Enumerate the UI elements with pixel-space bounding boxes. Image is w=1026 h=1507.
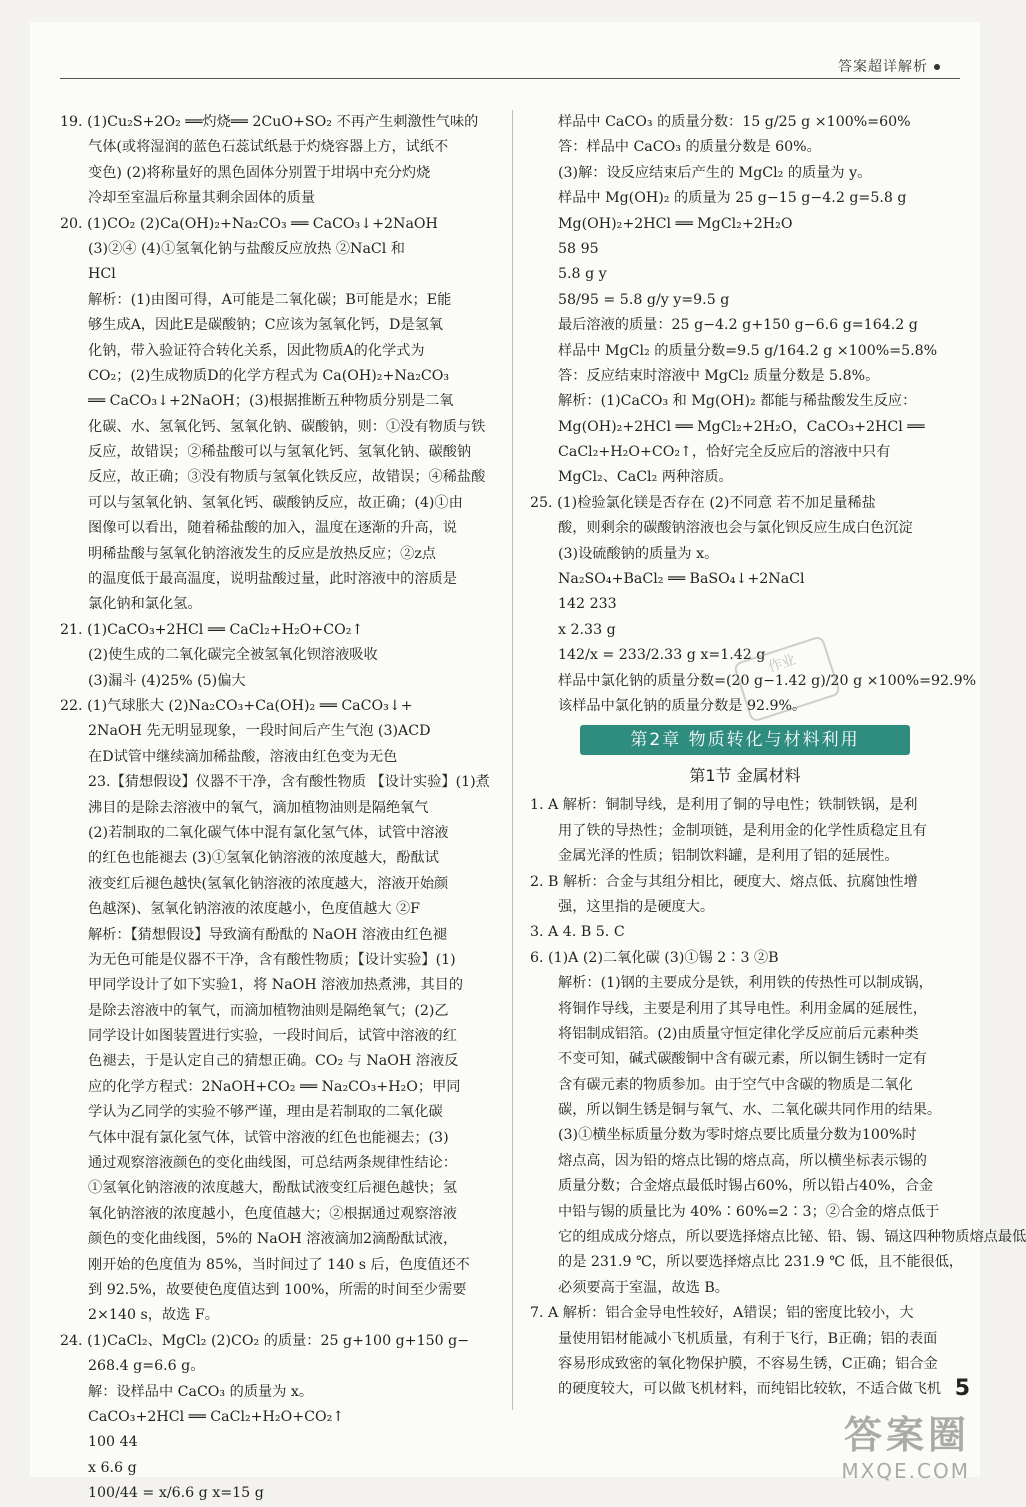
text-line: 应的化学方程式：2NaOH+CO₂ ══ Na₂CO₃+H₂O；甲同: [88, 1078, 461, 1095]
text-line: 2. B 解析：合金与其组分相比，硬度大、熔点低、抗腐蚀性增: [530, 873, 918, 890]
text-line: 冷却至室温后称量其剩余固体的质量: [88, 190, 316, 207]
text-line: 用了铁的导热性；金制项链，是利用金的化学性质稳定且有: [558, 822, 927, 839]
text-line: 含有碳元素的物质参加。由于空气中含碳的物质是二氧化: [558, 1076, 913, 1093]
text-line: 化碳、水、氢氧化钙、氢氧化钠、碳酸钠，则：①没有物质与铁: [88, 418, 486, 435]
text-line: 刚开始的色度值为 85%，当时间过了 140 s 后，色度值还不: [88, 1256, 470, 1273]
text-line: 解析：(1)CaCO₃ 和 Mg(OH)₂ 都能与稀盐酸发生反应：: [558, 393, 917, 410]
watermark: [841, 1404, 970, 1483]
text-line: CO₂；(2)生成物质D的化学方程式为 Ca(OH)₂+Na₂CO₃: [88, 367, 450, 384]
page-number: 5: [954, 1376, 970, 1401]
text-line: 图像可以看出，随着稀盐酸的加入，温度在逐渐的升高，说: [88, 520, 457, 537]
text-line: Mg(OH)₂+2HCl ══ MgCl₂+2H₂O，CaCO₃+2HCl ══: [558, 418, 925, 435]
text-line: 通过观察溶液颜色的变化曲线图，可总结两条规律性结论：: [88, 1155, 457, 1172]
text-line: (3)漏斗 (4)25% (5)偏大: [88, 672, 246, 689]
text-line: 质量分数；合金熔点最低时锡占60%，所以铅占40%，合金: [558, 1178, 934, 1195]
text-line: (3)解：设反应结束后产生的 MgCl₂ 的质量为 y。: [558, 164, 872, 181]
text-line: 液变红后褪色越快(氢氧化钠溶液的浓度越大，溶液开始颜: [88, 875, 449, 892]
header-rule: [60, 78, 960, 79]
text-line: 氧化钠溶液的浓度越小，色度值越大；②根据通过观察溶液: [88, 1205, 457, 1222]
text-line: 量使用铝材能减小飞机质量，有利于飞行，B正确；铝的表面: [558, 1330, 938, 1347]
text-line: 的温度低于最高温度，说明盐酸过量，此时溶液中的溶质是: [88, 571, 457, 588]
text-line: 100 44: [88, 1434, 138, 1451]
text-line: 碳，所以铜生锈是铜与氧气、水、二氧化碳共同作用的结果。: [558, 1102, 942, 1119]
text-line: 的是 231.9 ℃，所以要选择熔点比 231.9 ℃ 低，且不能很低，: [558, 1254, 964, 1271]
text-line: (3)①横坐标质量分数为零时熔点要比质量分数为100%时: [558, 1127, 917, 1144]
text-line: 24. (1)CaCl₂、MgCl₂ (2)CO₂ 的质量：25 g+100 g+150 g−: [60, 1332, 470, 1349]
text-line: 可以与氢氧化钠、氢氧化钙、碳酸钠反应，故正确；(4)①由: [88, 494, 463, 511]
text-line: 沸目的是除去溶液中的氧气，滴加植物油则是隔绝氧气: [88, 799, 429, 816]
text-line: 解析：【猜想假设】导致滴有酚酞的 NaOH 溶液由红色褪: [88, 926, 447, 943]
text-line: 142/x = 233/2.33 g x=1.42 g: [558, 647, 766, 664]
text-line: 到 92.5%，故要使色度值达到 100%，所需的时间至少需要: [88, 1281, 467, 1298]
running-head-text: 答案超详解析: [838, 59, 928, 75]
text-line: 甲同学设计了如下实验1，将 NaOH 溶液加热煮沸，其目的: [88, 977, 464, 994]
right-column: [530, 110, 1026, 1403]
running-head: [838, 56, 940, 76]
text-line: 1. A 解析：铜制导线，是利用了铜的导电性；铁制铁锅，是利: [530, 797, 918, 814]
text-line: 3. A 4. B 5. C: [530, 924, 625, 941]
text-line: 样品中氯化钠的质量分数=(20 g−1.42 g)/20 g ×100%=92.9%: [558, 672, 977, 689]
text-line: (3)设硫酸钠的质量为 x。: [558, 545, 719, 562]
text-line: 100/44 = x/6.6 g x=15 g: [88, 1485, 264, 1502]
text-line: 化钠，带入验证符合转化关系，因此物质A的化学式为: [88, 342, 425, 359]
text-line: (3)②④ (4)①氢氧化钠与盐酸反应放热 ②NaCl 和: [88, 240, 405, 257]
text-line: 19. (1)Cu₂S+2O₂ ══灼烧══ 2CuO+SO₂ 不再产生刺激性气味的: [60, 114, 479, 130]
text-line: 氯化钠和氯化氢。: [88, 596, 202, 613]
text-line: 的红色也能褪去 (3)①氢氧化钠溶液的浓度越大，酚酞试: [88, 850, 439, 867]
text-line: 学认为乙同学的实验不够严谨，理由是若制取的二氧化碳: [88, 1104, 443, 1121]
text-line: 它的组成成分熔点，所以要选择熔点比铋、铅、锡、镉这四种物质熔点最低: [558, 1229, 1026, 1246]
text-line: 25. (1)检验氯化镁是否存在 (2)不同意 若不加足量稀盐: [530, 494, 876, 511]
bullet-icon: [934, 64, 940, 70]
watermark-logo-text: 答案圈: [843, 1413, 970, 1457]
text-line: 7. A 解析：铝合金导电性较好，A错误；铝的密度比较小，大: [530, 1305, 914, 1322]
text-line: 强，这里指的是硬度大。: [558, 898, 715, 915]
text-line: 中铅与锡的质量比为 40%∶60%=2∶3；②合金的熔点低于: [558, 1203, 940, 1220]
text-line: 20. (1)CO₂ (2)Ca(OH)₂+Na₂CO₃ ══ CaCO₃↓+2NaOH: [60, 215, 438, 232]
text-line: 答：样品中 CaCO₃ 的质量分数是 60%。: [558, 139, 821, 156]
text-line: 酸，则剩余的碳酸钠溶液也会与氯化钡反应生成白色沉淀: [558, 520, 913, 537]
text-line: 金属光泽的性质；铝制饮料罐，是利用了铝的延展性。: [558, 848, 899, 865]
text-line: 色褪去，于是认定自己的猜想正确。CO₂ 与 NaOH 溶液反: [88, 1053, 459, 1070]
text-line: 气体(或将湿润的蓝色石蕊试纸悬于灼烧容器上方，试纸不: [88, 139, 449, 156]
text-line: 23.【猜想假设】仪器不干净，含有酸性物质 【设计实验】(1)煮: [88, 774, 490, 791]
text-line: 21. (1)CaCO₃+2HCl ══ CaCl₂+H₂O+CO₂↑: [60, 621, 364, 638]
left-column: [60, 110, 500, 1506]
text-line: 不变可知，碱式碳酸铜中含有碳元素，所以铜生锈时一定有: [558, 1051, 927, 1068]
section-title: 第1节 金属材料: [689, 766, 801, 786]
text-line: 容易形成致密的氧化物保护膜，不容易生锈，C正确；铝合金: [558, 1355, 938, 1372]
text-line: 6. (1)A (2)二氧化碳 (3)①锡 2∶3 ②B: [530, 949, 779, 966]
text-line: 为无色可能是仪器不干净，含有酸性物质；【设计实验】(1): [88, 951, 456, 968]
text-line: 反应，故正确；③没有物质与氢氧化铁反应，故错误；④稀盐酸: [88, 469, 486, 486]
text-line: 样品中 CaCO₃ 的质量分数：15 g/25 g ×100%=60%: [558, 114, 911, 130]
right-answers-after-chapter: [530, 793, 1026, 1402]
text-line: 反应，故错误；②稀盐酸可以与氢氧化钙、氢氧化钠、碳酸钠: [88, 444, 472, 461]
text-line: 最后溶液的质量：25 g−4.2 g+150 g−6.6 g=164.2 g: [558, 317, 918, 334]
text-line: 的硬度较大，可以做飞机材料，而纯铝比较软，不适合做飞机: [558, 1381, 942, 1398]
text-line: 22. (1)气球胀大 (2)Na₂CO₃+Ca(OH)₂ ══ CaCO₃↓+: [60, 697, 413, 714]
text-line: 268.4 g=6.6 g。: [88, 1358, 205, 1375]
text-line: 样品中 Mg(OH)₂ 的质量为 25 g−15 g−4.2 g=5.8 g: [558, 190, 907, 207]
text-line: 色越深)、氢氧化钠溶液的浓度越小，色度值越大 ②F: [88, 901, 421, 918]
text-line: 58/95 = 5.8 g/y y=9.5 g: [558, 291, 730, 308]
stamp-text: 作业: [766, 651, 798, 676]
text-line: Na₂SO₄+BaCl₂ ══ BaSO₄↓+2NaCl: [558, 571, 805, 588]
text-line: 解析：(1)钢的主要成分是铁，利用铁的传热性可以制成锅，: [558, 975, 933, 992]
text-line: 是除去溶液中的氧气，而滴加植物油则是隔绝氧气；(2)乙: [88, 1002, 449, 1019]
text-line: 解析：(1)由图可得，A可能是二氧化碳；B可能是水；E能: [88, 291, 452, 308]
text-line: Mg(OH)₂+2HCl ══ MgCl₂+2H₂O: [558, 215, 793, 232]
text-line: 变色) (2)将称量好的黑色固体分别置于坩埚中充分灼烧: [88, 164, 431, 181]
text-line: 明稀盐酸与氢氧化钠溶液发生的反应是放热反应；②z点: [88, 545, 436, 562]
text-line: 熔点高，因为铅的熔点比锡的熔点高，所以横坐标表示锡的: [558, 1152, 927, 1169]
text-line: ══ CaCO₃↓+2NaOH；(3)根据推断五种物质分别是二氧: [88, 393, 454, 410]
text-line: 颜色的变化曲线图，5%的 NaOH 溶液滴加2滴酚酞试液，: [88, 1231, 458, 1248]
text-line: (2)使生成的二氧化碳完全被氢氧化钡溶液吸收: [88, 647, 378, 664]
text-line: 答：反应结束时溶液中 MgCl₂ 质量分数是 5.8%。: [558, 367, 880, 384]
text-line: 该样品中氯化钠的质量分数是 92.9%。: [558, 697, 807, 714]
text-line: 142 233: [558, 596, 617, 613]
text-line: x 2.33 g: [558, 621, 616, 638]
text-line: ①氢氧化钠溶液的浓度越大，酚酞试液变红后褪色越快；氢: [88, 1180, 457, 1197]
text-line: 在D试管中继续滴加稀盐酸，溶液由红色变为无色: [88, 748, 398, 765]
text-line: (2)若制取的二氧化碳气体中混有氯化氢气体，试管中溶液: [88, 824, 449, 841]
text-line: 5.8 g y: [558, 266, 607, 283]
text-line: 解：设样品中 CaCO₃ 的质量为 x。: [88, 1383, 314, 1400]
text-line: CaCl₂+H₂O+CO₂↑，恰好完全反应后的溶液中只有: [558, 444, 891, 461]
text-line: 同学设计如图装置进行实验，一段时间后，试管中溶液的红: [88, 1028, 457, 1045]
text-line: HCl: [88, 266, 116, 283]
text-line: 2NaOH 先无明显现象，一段时间后产生气泡 (3)ACD: [88, 723, 431, 740]
text-line: 够生成A，因此E是碳酸钠；C应该为氢氧化钙，D是氢氧: [88, 317, 443, 334]
text-line: CaCO₃+2HCl ══ CaCl₂+H₂O+CO₂↑: [88, 1408, 345, 1425]
text-line: 必须要高于室温，故选 B。: [558, 1279, 729, 1296]
watermark-url: MXQE.COM: [841, 1459, 970, 1483]
text-line: 将铝制成铝箔。(2)由质量守恒定律化学反应前后元素种类: [558, 1025, 919, 1042]
text-line: 将铜作导线，主要是利用了其导电性。利用金属的延展性，: [558, 1000, 927, 1017]
right-answers-before-chapter: [530, 110, 977, 719]
text-line: 样品中 MgCl₂ 的质量分数=9.5 g/164.2 g ×100%=5.8%: [558, 342, 938, 359]
text-line: 气体中混有氯化氢气体，试管中溶液的红色也能褪去；(3): [88, 1129, 449, 1146]
text-line: 2×140 s，故选 F。: [88, 1307, 219, 1324]
column-divider: [512, 110, 513, 1410]
text-line: 58 95: [558, 240, 599, 257]
chapter-title: 第2章 物质转化与材料利用: [580, 725, 910, 755]
text-line: MgCl₂、CaCl₂ 两种溶质。: [558, 469, 733, 486]
text-line: x 6.6 g: [88, 1459, 137, 1476]
